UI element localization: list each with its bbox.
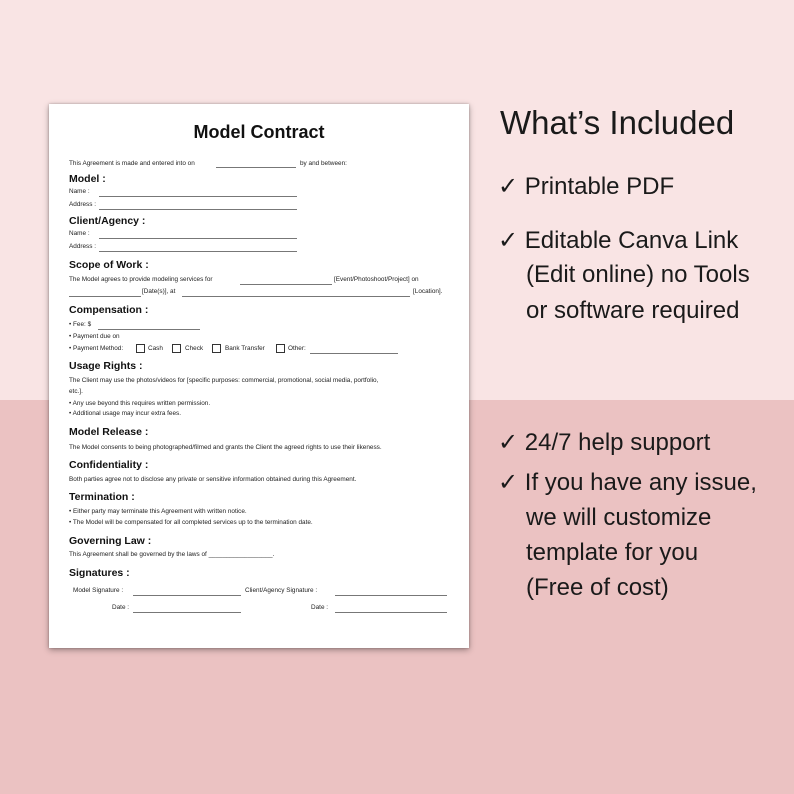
intro-date-line xyxy=(216,167,296,168)
intro-text: This Agreement is made and entered into on xyxy=(69,160,195,167)
model-address-line xyxy=(99,209,297,210)
client-date-label: Date : xyxy=(311,604,329,611)
release-text: The Model consents to being photographed/filmed and grants the Client the agreed rights to use their likeness. xyxy=(69,444,382,451)
scope-line1-tail: [Event/Photoshoot/Project] on xyxy=(334,276,419,283)
signatures-heading: Signatures : xyxy=(69,567,130,579)
contract-title: Model Contract xyxy=(193,122,325,142)
item-customize-line3: template for you xyxy=(526,539,699,566)
usage-line2: etc.]. xyxy=(69,388,83,395)
usage-bullet1: • Any use beyond this requires written permission. xyxy=(69,400,211,407)
governing-law-heading: Governing Law : xyxy=(69,535,152,547)
bank-transfer-label: Bank Transfer xyxy=(225,345,265,352)
model-name-label: Name : xyxy=(69,188,90,195)
client-address-line xyxy=(99,251,297,252)
model-address-label: Address : xyxy=(69,201,96,208)
release-heading: Model Release : xyxy=(69,426,149,438)
scope-line2-tail: [Location]. xyxy=(413,288,443,295)
item-help-support: ✓ 24/7 help support xyxy=(498,429,711,456)
item-editable-canva-line3: or software required xyxy=(526,297,740,324)
model-date-label: Date : xyxy=(112,604,130,611)
other-checkbox[interactable] xyxy=(276,344,285,353)
termination-bullet1: • Either party may terminate this Agreement with written notice. xyxy=(69,508,247,515)
model-name-line xyxy=(99,196,297,197)
scope-location-line xyxy=(182,296,410,297)
client-name-label: Name : xyxy=(69,230,90,237)
bank-transfer-checkbox[interactable] xyxy=(212,344,221,353)
client-address-label: Address : xyxy=(69,243,96,250)
client-heading: Client/Agency : xyxy=(69,215,146,227)
model-signature-line xyxy=(133,595,241,596)
usage-heading: Usage Rights : xyxy=(69,360,143,372)
client-signature-label: Client/Agency Signature : xyxy=(245,587,318,594)
compensation-heading: Compensation : xyxy=(69,304,149,316)
usage-bullet2: • Additional usage may incur extra fees. xyxy=(69,410,182,417)
cash-checkbox[interactable] xyxy=(136,344,145,353)
confidentiality-text: Both parties agree not to disclose any private or sensitive information obtained during this Agreement. xyxy=(69,476,357,483)
check-label: Check xyxy=(185,345,204,352)
client-name-line xyxy=(99,238,297,239)
governing-law-text: This Agreement shall be governed by the laws of __________________. xyxy=(69,551,275,558)
payment-method-label: • Payment Method: xyxy=(69,345,124,352)
check-checkbox[interactable] xyxy=(172,344,181,353)
scope-date-line xyxy=(69,296,141,297)
model-date-line xyxy=(133,612,241,613)
item-editable-canva: ✓ Editable Canva Link xyxy=(498,227,739,254)
fee-line xyxy=(98,329,200,330)
model-heading: Model : xyxy=(69,173,106,185)
confidentiality-heading: Confidentiality : xyxy=(69,459,149,471)
scope-line2-date: [Date(s)], at xyxy=(142,288,176,295)
model-signature-label: Model Signature : xyxy=(73,587,124,594)
usage-line1: The Client may use the photos/videos for [specific purposes: commercial, promotional, social media, portfolio, xyxy=(69,377,379,384)
cash-label: Cash xyxy=(148,345,163,352)
item-customize-line4: (Free of cost) xyxy=(526,574,669,601)
scope-heading: Scope of Work : xyxy=(69,259,149,271)
item-customize-line2: we will customize xyxy=(526,504,712,531)
item-customize: ✓ If you have any issue, xyxy=(498,469,757,496)
client-signature-line xyxy=(335,595,447,596)
payment-due-label: • Payment due on xyxy=(69,333,120,340)
intro-tail: by and between: xyxy=(300,160,347,167)
client-date-line xyxy=(335,612,447,613)
termination-heading: Termination : xyxy=(69,491,135,503)
contract-document xyxy=(49,104,469,648)
item-editable-canva-line2: (Edit online) no Tools xyxy=(526,261,750,288)
termination-bullet2: • The Model will be compensated for all completed services up to the termination date. xyxy=(69,519,313,526)
item-printable-pdf: ✓ Printable PDF xyxy=(498,173,675,200)
other-label: Other: xyxy=(288,345,306,352)
scope-project-line xyxy=(240,284,332,285)
fee-label: • Fee: $ xyxy=(69,321,92,328)
other-line xyxy=(310,353,398,354)
scope-line1: The Model agrees to provide modeling services for xyxy=(69,276,213,283)
whats-included-title: What’s Included xyxy=(500,104,735,141)
